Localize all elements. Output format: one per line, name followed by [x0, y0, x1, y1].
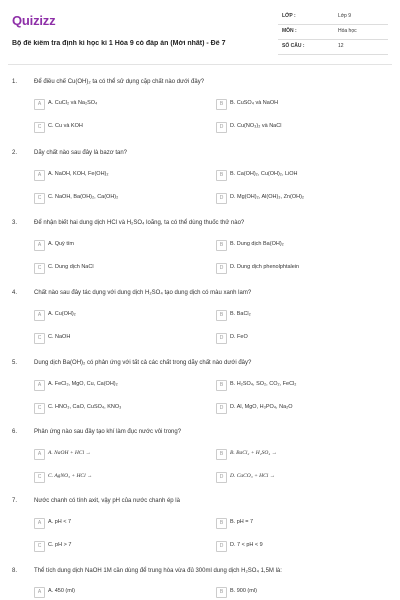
choice-d[interactable]	[216, 541, 386, 553]
choice-a[interactable]	[34, 587, 204, 599]
choice-letter-box: D	[216, 403, 227, 414]
choice-b[interactable]	[216, 449, 386, 461]
question-number: 8.	[12, 568, 18, 574]
choice-b[interactable]	[216, 170, 386, 182]
choice-text: A. CuCl₂ và Na₂SO₄	[48, 100, 98, 106]
choice-letter-box: D	[216, 333, 227, 344]
choice-text: D. FeO	[230, 334, 248, 340]
choice-text: A. NaOH, KOH, Fe(OH)₂	[48, 171, 109, 177]
choice-letter-box: A	[34, 449, 45, 460]
choice-d[interactable]	[216, 403, 386, 415]
choice-b[interactable]	[216, 240, 386, 252]
choice-letter-box: A	[34, 170, 45, 181]
choice-letter-box: D	[216, 263, 227, 274]
meta-label: LỚP :	[282, 13, 296, 19]
choice-text: C. Dung dịch NaCl	[48, 264, 94, 270]
choice-letter-box: C	[34, 472, 45, 483]
question-number: 5.	[12, 360, 18, 366]
choice-letter-box: A	[34, 380, 45, 391]
meta-label: SỐ CÂU :	[282, 43, 305, 49]
choice-d[interactable]	[216, 263, 386, 275]
choice-letter-box: A	[34, 310, 45, 321]
choice-a[interactable]	[34, 170, 204, 182]
choice-c[interactable]	[34, 472, 204, 484]
choice-a[interactable]	[34, 518, 204, 530]
choice-c[interactable]	[34, 403, 204, 415]
choice-text: B. BaCl₂	[230, 311, 251, 317]
choice-text: C. HNO₃, CaO, CuSO₄, KNO₃	[48, 404, 122, 410]
choice-a[interactable]	[34, 99, 204, 111]
choice-text: A. NaOH + HCl →	[48, 450, 91, 456]
choice-text: D. Al, MgO, H₃PO₄, Na₂O	[230, 404, 293, 410]
choice-text: D. Dung dịch phenolphtalein	[230, 264, 300, 270]
choice-letter-box: D	[216, 122, 227, 133]
meta-row-question-count	[278, 40, 388, 55]
question-text: Thể tích dung dịch NaOH 1M cần dùng để trung hòa vừa đủ 300ml dung dịch H₂SO₄ 1,5M là:	[34, 568, 282, 574]
question-number: 4.	[12, 290, 18, 296]
choice-text: B. CuSO₄ và NaOH	[230, 100, 279, 106]
choice-d[interactable]	[216, 193, 386, 205]
choice-letter-box: C	[34, 122, 45, 133]
choice-text: C. NaOH, Ba(OH)₂, Ca(OH)₂	[48, 194, 119, 200]
meta-row-subject	[278, 25, 388, 40]
choice-text: D. 7 < pH < 9	[230, 542, 263, 548]
choice-letter-box: B	[216, 449, 227, 460]
choice-b[interactable]	[216, 518, 386, 530]
choice-d[interactable]	[216, 122, 386, 134]
choice-letter-box: A	[34, 240, 45, 251]
choice-d[interactable]	[216, 333, 386, 345]
choice-letter-box: B	[216, 310, 227, 321]
meta-row-class	[278, 10, 388, 25]
choice-letter-box: B	[216, 380, 227, 391]
quizizz-logo: Quizizz	[12, 13, 56, 28]
choice-text: A. Quỳ tím	[48, 241, 74, 247]
choice-letter-box: B	[216, 170, 227, 181]
choice-text: C. Cu và KOH	[48, 123, 83, 129]
choice-letter-box: B	[216, 587, 227, 598]
choice-text: B. Dung dịch Ba(OH)₂	[230, 241, 284, 247]
question-number: 1.	[12, 79, 18, 85]
choice-letter-box: D	[216, 193, 227, 204]
worksheet-title: Bộ đề kiểm tra định kì học kì 1 Hóa 9 có đáp án (Mới nhất) - Đề 7	[12, 40, 226, 47]
header-divider	[8, 64, 392, 65]
choice-c[interactable]	[34, 193, 204, 205]
choice-text: B. BaCl₂ + H₂SO₄ →	[230, 450, 278, 456]
choice-letter-box: B	[216, 99, 227, 110]
choice-text: B. pH = 7	[230, 519, 254, 525]
choice-c[interactable]	[34, 333, 204, 345]
choice-text: A. Cu(OH)₂	[48, 311, 76, 317]
question-number: 3.	[12, 220, 18, 226]
choice-text: C. AgNO₃ + HCl →	[48, 473, 93, 479]
choice-letter-box: C	[34, 333, 45, 344]
choice-letter-box: D	[216, 472, 227, 483]
choice-text: B. H₂SO₄, SO₂, CO₂, FeCl₂	[230, 381, 297, 387]
choice-letter-box: B	[216, 240, 227, 251]
choice-a[interactable]	[34, 310, 204, 322]
question-text: Chất nào sau đây tác dụng với dung dịch H₂SO₄ tạo dung dịch có màu xanh lam?	[34, 290, 252, 296]
meta-value: 12	[338, 43, 344, 49]
choice-c[interactable]	[34, 122, 204, 134]
meta-value: Lớp 9	[338, 13, 352, 19]
choice-text: A. 450 (ml)	[48, 588, 75, 594]
choice-d[interactable]	[216, 472, 386, 484]
choice-a[interactable]	[34, 380, 204, 392]
question-text: Nước chanh có tính axit, vậy pH của nước chanh ép là	[34, 498, 180, 504]
choice-text: D. CaCO₃ + HCl →	[230, 473, 276, 479]
worksheet-header	[12, 10, 388, 56]
choice-letter-box: C	[34, 541, 45, 552]
choice-letter-box: B	[216, 518, 227, 529]
choice-a[interactable]	[34, 240, 204, 252]
choice-text: B. Ca(OH)₂, Cu(OH)₂, LiOH	[230, 171, 298, 177]
question-text: Phản ứng nào sau đây tạo khí làm đục nước vôi trong?	[34, 429, 182, 435]
meta-label: MÔN :	[282, 28, 297, 34]
question-number: 2.	[12, 150, 18, 156]
choice-a[interactable]	[34, 449, 204, 461]
question-text: Dãy chất nào sau đây là bazơ tan?	[34, 150, 127, 156]
choice-b[interactable]	[216, 310, 386, 322]
meta-value: Hóa học	[338, 28, 357, 34]
choice-text: D. Mg(OH)₂, Al(OH)₃, Zn(OH)₂	[230, 194, 305, 200]
meta-table	[278, 10, 388, 55]
choice-text: D. Cu(NO₃)₂ và NaCl	[230, 123, 282, 129]
question-text: Dung dịch Ba(OH)₂ có phản ứng với tất cả các chất trong dãy chất nào dưới đây?	[34, 360, 252, 366]
choice-letter-box: C	[34, 403, 45, 414]
question-number: 7.	[12, 498, 18, 504]
choice-b[interactable]	[216, 380, 386, 392]
choice-text: C. NaOH	[48, 334, 71, 340]
choice-letter-box: A	[34, 99, 45, 110]
choice-c[interactable]	[34, 541, 204, 553]
question-text: Để nhận biết hai dung dịch HCl và H₂SO₄ loãng, ta có thể dùng thuốc thử nào?	[34, 220, 245, 226]
choice-text: A. FeCl₃, MgO, Cu, Ca(OH)₂	[48, 381, 118, 387]
choice-letter-box: A	[34, 587, 45, 598]
question-text: Để điều chế Cu(OH)₂ ta có thể sử dụng cặp chất nào dưới đây?	[34, 79, 205, 85]
choice-b[interactable]	[216, 99, 386, 111]
choice-letter-box: D	[216, 541, 227, 552]
choice-c[interactable]	[34, 263, 204, 275]
choice-text: C. pH > 7	[48, 542, 72, 548]
choice-text: A. pH < 7	[48, 519, 72, 525]
choice-letter-box: A	[34, 518, 45, 529]
choice-letter-box: C	[34, 263, 45, 274]
choice-b[interactable]	[216, 587, 386, 599]
question-number: 6.	[12, 429, 18, 435]
choice-letter-box: C	[34, 193, 45, 204]
choice-text: B. 900 (ml)	[230, 588, 257, 594]
